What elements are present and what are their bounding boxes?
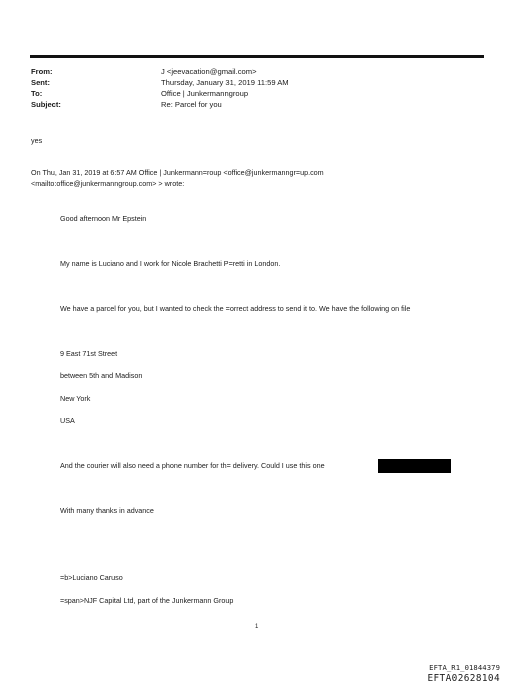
reply-text: yes <box>31 136 43 145</box>
header-divider <box>30 55 484 58</box>
address-line-1: 9 East 71st Street <box>60 349 118 358</box>
intro-text: My name is Luciano and I work for Nicole Brachetti P=retti in London. <box>60 259 281 268</box>
from-value: J <jeevacation@gmail.com> <box>161 67 257 76</box>
parcel-text: We have a parcel for you, but I wanted to check the =orrect address to send it to. We have the following on file <box>60 304 411 313</box>
quote-attribution-line-2: <mailto:office@junkermanngroup.com> > wrote: <box>31 179 185 188</box>
to-label: To: <box>31 89 43 98</box>
subject-value: Re: Parcel for you <box>161 100 222 109</box>
sent-value: Thursday, January 31, 2019 11:59 AM <box>161 78 289 87</box>
courier-text: And the courier will also need a phone number for th= delivery. Could I use this one <box>60 461 325 470</box>
address-line-3: New York <box>60 394 91 403</box>
bates-stamp-secondary: EFTA02628104 <box>427 673 500 684</box>
sent-label: Sent: <box>31 78 50 87</box>
quote-attribution-line-1: On Thu, Jan 31, 2019 at 6:57 AM Office | Junkermann=roup <office@junkermanngr=up.com <box>31 168 324 177</box>
from-label: From: <box>31 67 53 76</box>
greeting-text: Good afternoon Mr Epstein <box>60 214 147 223</box>
to-value: Office | Junkermanngroup <box>161 89 249 98</box>
page-number: 1 <box>255 624 259 630</box>
address-line-4: USA <box>60 416 75 425</box>
address-line-2: between 5th and Madison <box>60 371 143 380</box>
bates-stamp-primary: EFTA_R1_01844379 <box>429 663 500 672</box>
subject-label: Subject: <box>31 100 61 109</box>
thanks-text: With many thanks in advance <box>60 506 154 515</box>
redaction-box <box>378 459 451 473</box>
signature-company: =span>NJF Capital Ltd, part of the Junkermann Group <box>60 596 234 605</box>
signature-name: =b>Luciano Caruso <box>60 573 123 582</box>
